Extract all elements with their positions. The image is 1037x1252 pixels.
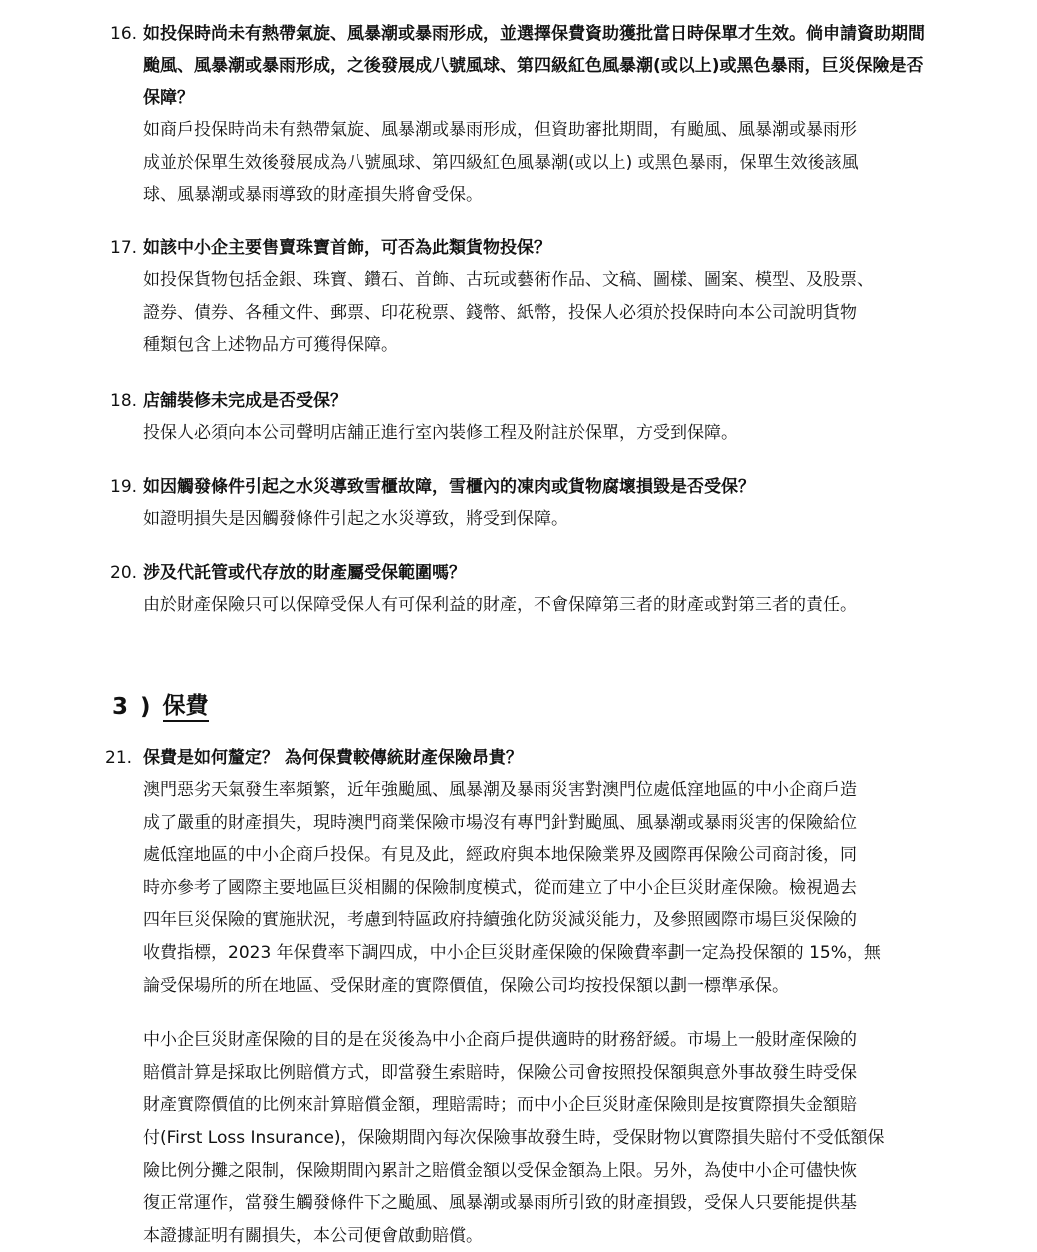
faq-answer-paragraph-2 xyxy=(143,1024,943,1252)
answer-line: 四年巨災保險的實施狀況，考慮到特區政府持續強化防災減災能力，及參照國際市場巨災保險的 xyxy=(143,910,857,931)
answer-line: 由於財產保險只可以保障受保人有可保利益的財產，不會保障第三者的財產或對第三者的責任。 xyxy=(143,595,857,615)
faq-number: 18. xyxy=(110,391,138,411)
answer-line: 澳門惡劣天氣發生率頻繁，近年強颱風、風暴潮及暴雨災害對澳門位處低窪地區的中小企商戶造 xyxy=(143,780,857,800)
faq-answer xyxy=(143,417,943,450)
faq-question: 保費是如何釐定？ 為何保費較傳統財產保險昂貴？ xyxy=(143,748,523,768)
faq-item-21 xyxy=(105,742,950,1252)
faq-answer-paragraph-1 xyxy=(143,774,943,1002)
answer-line: 收費指標，2023 年保費率下調四成，中小企巨災財產保險的保險費率劃一定為投保額的 15%，無 xyxy=(143,942,881,963)
faq-number: 20. xyxy=(110,563,138,583)
answer-line: 財產實際價值的比例來計算賠償金額，理賠需時；而中小企巨災財產保險則是按實際損失金額賠 xyxy=(143,1095,857,1116)
answer-line: 處低窪地區的中小企商戶投保。有見及此，經政府與本地保險業界及國際再保險公司商討後，同 xyxy=(143,845,857,866)
answer-line: 本證據証明有關損失，本公司便會啟動賠償。 xyxy=(143,1225,483,1246)
faq-question: 如該中小企主要售賣珠寶首飾，可否為此類貨物投保？ xyxy=(143,238,551,258)
faq-item-17 xyxy=(110,232,950,362)
faq-item-18 xyxy=(110,385,950,450)
answer-line: 中小企巨災財產保險的目的是在災後為中小企商戶提供適時的財務舒緩。市場上一般財產保險的 xyxy=(143,1030,857,1051)
answer-line: 付(First Loss Insurance)，保險期間內每次保險事故發生時，受保財物以實際損失賠付不受低額保 xyxy=(143,1127,885,1148)
faq-answer xyxy=(143,503,943,536)
faq-question: 涉及代託管或代存放的財產屬受保範圍嗎？ xyxy=(143,563,466,583)
answer-line: 球、風暴潮或暴雨導致的財產損失將會受保。 xyxy=(143,185,483,206)
faq-question: 店舖裝修未完成是否受保？ xyxy=(143,391,347,411)
section-number: 3 xyxy=(112,694,129,720)
faq-answer xyxy=(143,114,943,212)
answer-line: 成了嚴重的財產損失，現時澳門商業保險市場沒有專門針對颱風、風暴潮或暴雨災害的保險給位 xyxy=(143,812,857,833)
faq-number: 16. xyxy=(110,24,138,44)
faq-number: 19. xyxy=(110,477,138,497)
answer-line: 證券、債券、各種文件、郵票、印花稅票、錢幣、紙幣，投保人必須於投保時向本公司說明貨物 xyxy=(143,302,857,323)
faq-number: 17. xyxy=(110,238,138,258)
answer-line: 時亦參考了國際主要地區巨災相關的保險制度模式，從而建立了中小企巨災財產保險。檢視過去 xyxy=(143,877,857,898)
faq-item-16 xyxy=(110,18,950,212)
answer-line: 種類包含上述物品方可獲得保障。 xyxy=(143,335,398,356)
faq-answer xyxy=(143,264,943,362)
faq-answer xyxy=(143,589,943,622)
faq-item-20 xyxy=(110,557,950,622)
faq-question: 如投保時尚未有熱帶氣旋、風暴潮或暴雨形成，並選擇保費資助獲批當日時保單才生效。倘申請資助期間颱風、風暴潮或暴雨形成，之後發展成八號風球、第四級紅色風暴潮(或以上)或黑色暴雨，巨災保險是否保障？ xyxy=(143,24,925,108)
answer-line: 險比例分攤之限制，保險期間內累計之賠償金額以受保金額為上限。另外，為使中小企可儘快恢 xyxy=(143,1160,857,1181)
answer-line: 如證明損失是因觸發條件引起之水災導致，將受到保障。 xyxy=(143,509,568,529)
answer-line: 論受保場所的所在地區、受保財產的實際價值，保險公司均按投保額以劃一標準承保。 xyxy=(143,975,789,996)
answer-line: 成並於保單生效後發展成為八號風球、第四級紅色風暴潮(或以上) 或黑色暴雨，保單生效後該風 xyxy=(143,152,859,173)
section-heading xyxy=(112,690,209,724)
section-paren: ) xyxy=(140,694,151,720)
faq-number: 21. xyxy=(105,748,133,768)
answer-line: 復正常運作，當發生觸發條件下之颱風、風暴潮或暴雨所引致的財產損毀，受保人只要能提供基 xyxy=(143,1193,857,1214)
faq-question: 如因觸發條件引起之水災導致雪櫃故障，雪櫃內的凍肉或貨物腐壞損毀是否受保？ xyxy=(143,477,755,497)
section-title: 保費 xyxy=(163,692,209,722)
answer-line: 賠償計算是採取比例賠償方式，即當發生索賠時，保險公司會按照投保額與意外事故發生時受保 xyxy=(143,1062,857,1083)
answer-line: 投保人必須向本公司聲明店舖正進行室內裝修工程及附註於保單，方受到保障。 xyxy=(143,423,738,443)
answer-line: 如商戶投保時尚未有熱帶氣旋、風暴潮或暴雨形成，但資助審批期間，有颱風、風暴潮或暴雨形 xyxy=(143,120,857,140)
faq-item-19 xyxy=(110,471,950,536)
answer-line: 如投保貨物包括金銀、珠寶、鑽石、首飾、古玩或藝術作品、文稿、圖樣、圖案、模型、及股票、 xyxy=(143,270,874,290)
